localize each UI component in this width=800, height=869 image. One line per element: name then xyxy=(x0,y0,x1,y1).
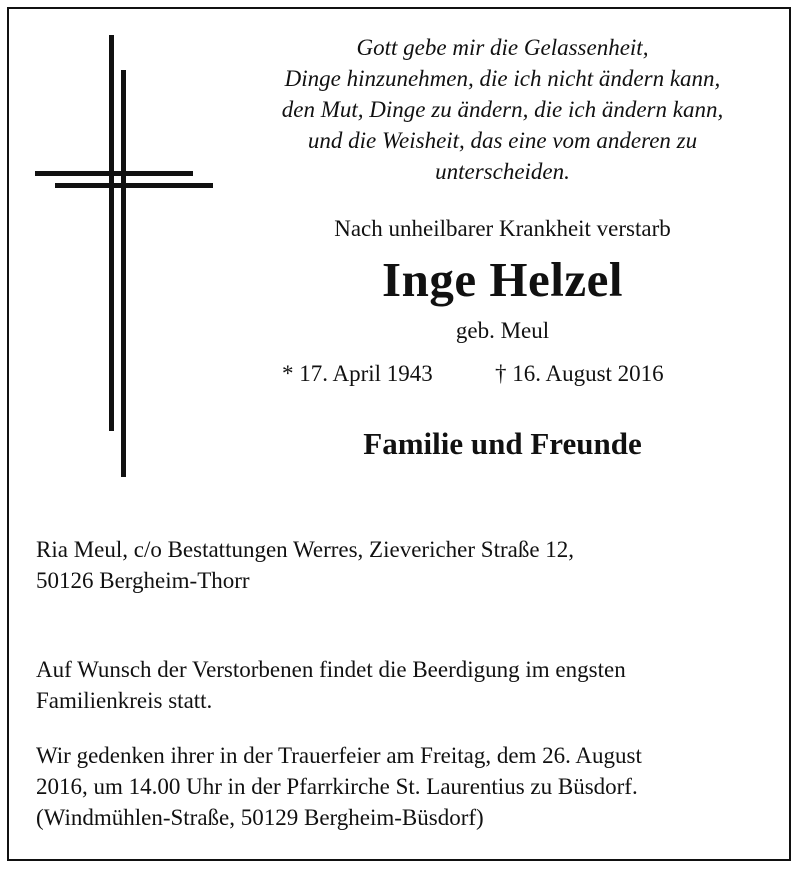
poem-line: Gott gebe mir die Gelassenheit, xyxy=(356,35,649,60)
contact-address xyxy=(36,534,781,596)
birth-date: * 17. April 1943 xyxy=(282,361,433,386)
poem-line: und die Weisheit, das eine vom anderen zu xyxy=(307,128,698,153)
poem-line: unterscheiden. xyxy=(435,159,570,184)
poem xyxy=(215,32,790,187)
service-line: Wir gedenken ihrer in der Trauerfeier am Freitag, dem 26. August xyxy=(36,743,642,768)
death-date: † 16. August 2016 xyxy=(495,361,664,386)
address-line: Ria Meul, c/o Bestattungen Werres, Zievericher Straße 12, xyxy=(36,537,575,562)
burial-note xyxy=(36,654,781,716)
burial-line: Familienkreis statt. xyxy=(36,688,213,713)
maiden-name: geb. Meul xyxy=(455,318,550,343)
burial-line: Auf Wunsch der Verstorbenen findet die Beerdigung im engsten xyxy=(36,657,626,682)
deceased-name: Inge Helzel xyxy=(382,252,623,307)
intro-text: Nach unheilbarer Krankheit verstarb xyxy=(334,216,671,241)
service-note xyxy=(36,740,781,833)
poem-line: den Mut, Dinge zu ändern, die ich ändern kann, xyxy=(281,97,724,122)
service-line: 2016, um 14.00 Uhr in der Pfarrkirche St. Laurentius zu Büsdorf. xyxy=(36,774,638,799)
signed-by: Familie und Freunde xyxy=(363,426,642,461)
address-line: 50126 Bergheim-Thorr xyxy=(36,568,250,593)
service-line: (Windmühlen-Straße, 50129 Bergheim-Büsdorf) xyxy=(36,805,484,830)
poem-line: Dinge hinzunehmen, die ich nicht ändern kann, xyxy=(284,66,721,91)
